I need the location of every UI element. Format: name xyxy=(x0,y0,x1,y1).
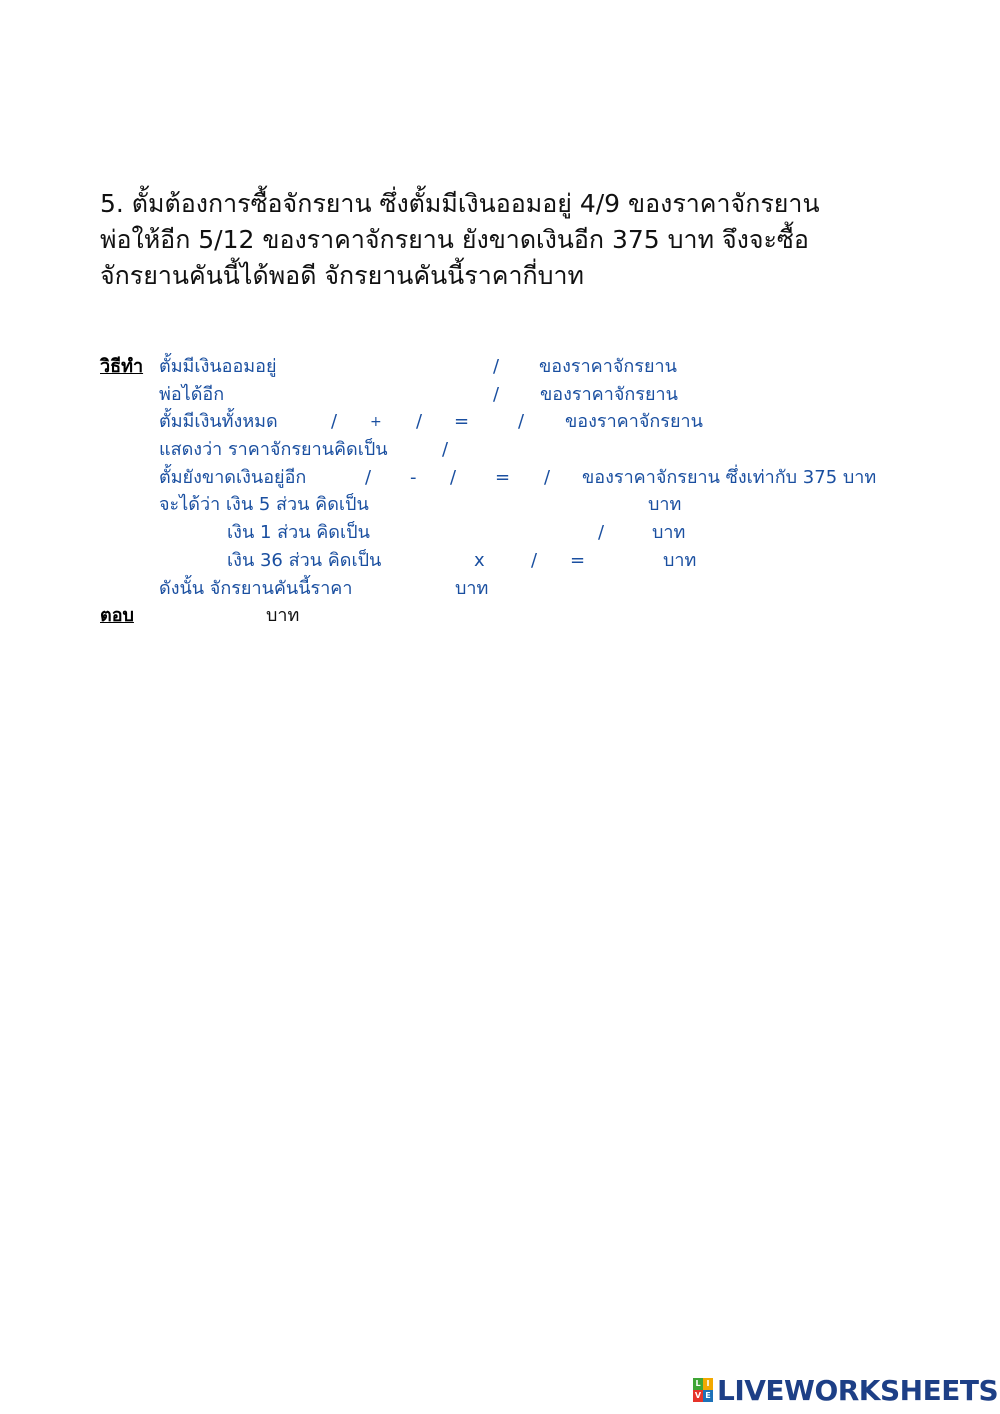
step-3-slash-3: / xyxy=(518,411,525,432)
question-line-1: 5. ตั้มต้องการซื้อจักรยาน ซึ่งตั้มมีเงินออมอยู่ 4/9 ของราคาจักรยาน xyxy=(100,189,820,218)
step-5-slash-1: / xyxy=(365,467,372,488)
logo-letter-v: V xyxy=(694,1391,702,1400)
question-line-3: จักรยานคันนี้ได้พอดี จักรยานคันนี้ราคากี่บาท xyxy=(100,261,585,290)
step-5-text: ตั้มยังขาดเงินอยู่อีก xyxy=(159,467,307,488)
step-2-slash: / xyxy=(493,384,500,405)
liveworksheets-logo xyxy=(693,1374,998,1406)
step-1-tail: ของราคาจักรยาน xyxy=(539,356,677,377)
step-6-unit: บาท xyxy=(648,494,682,515)
step-3-slash-1: / xyxy=(331,411,338,432)
question-line-2: พ่อให้อีก 5/12 ของราคาจักรยาน ยังขาดเงินอีก 375 บาท จึงจะซื้อ xyxy=(100,225,809,254)
step-3-slash-2: / xyxy=(416,411,423,432)
step-8-times: x xyxy=(474,550,485,571)
step-3-equals: = xyxy=(454,411,470,432)
step-2-text: พ่อได้อีก xyxy=(159,384,225,405)
step-5-tail: ของราคาจักรยาน ซึ่งเท่ากับ 375 บาท xyxy=(582,467,877,488)
logo-mark-icon xyxy=(693,1378,713,1402)
step-8-text: เงิน 36 ส่วน คิดเป็น xyxy=(227,550,382,571)
step-5-slash-3: / xyxy=(544,467,551,488)
step-1-slash: / xyxy=(493,356,500,377)
step-7-text: เงิน 1 ส่วน คิดเป็น xyxy=(227,522,370,543)
logo-letter-e: E xyxy=(703,1390,713,1402)
step-4-slash: / xyxy=(442,439,449,460)
solution-label: วิธีทำ xyxy=(100,356,144,377)
logo-letter-l: L xyxy=(693,1378,703,1390)
answer-unit: บาท xyxy=(266,605,300,626)
step-1-text: ตั้มมีเงินออมอยู่ xyxy=(159,356,277,377)
step-5-slash-2: / xyxy=(450,467,457,488)
step-5-minus: - xyxy=(410,467,417,488)
step-5-equals: = xyxy=(495,467,511,488)
step-8-slash: / xyxy=(531,550,538,571)
step-8-unit: บาท xyxy=(663,550,697,571)
step-9-unit: บาท xyxy=(455,578,489,599)
step-6-text: จะได้ว่า เงิน 5 ส่วน คิดเป็น xyxy=(159,494,369,515)
step-3-tail: ของราคาจักรยาน xyxy=(565,411,703,432)
step-9-text: ดังนั้น จักรยานคันนี้ราคา xyxy=(159,578,353,599)
logo-letter-i: I xyxy=(703,1378,713,1390)
step-3-text: ตั้มมีเงินทั้งหมด xyxy=(159,411,278,432)
step-7-unit: บาท xyxy=(652,522,686,543)
question-text xyxy=(100,186,920,294)
step-4-text: แสดงว่า ราคาจักรยานคิดเป็น xyxy=(159,439,388,460)
step-7-slash: / xyxy=(598,522,605,543)
step-8-equals: = xyxy=(570,550,586,571)
answer-label: ตอบ xyxy=(100,605,134,626)
step-2-tail: ของราคาจักรยาน xyxy=(540,384,678,405)
logo-text: LIVEWORKSHEETS xyxy=(717,1373,999,1407)
step-3-plus: + xyxy=(370,414,382,430)
